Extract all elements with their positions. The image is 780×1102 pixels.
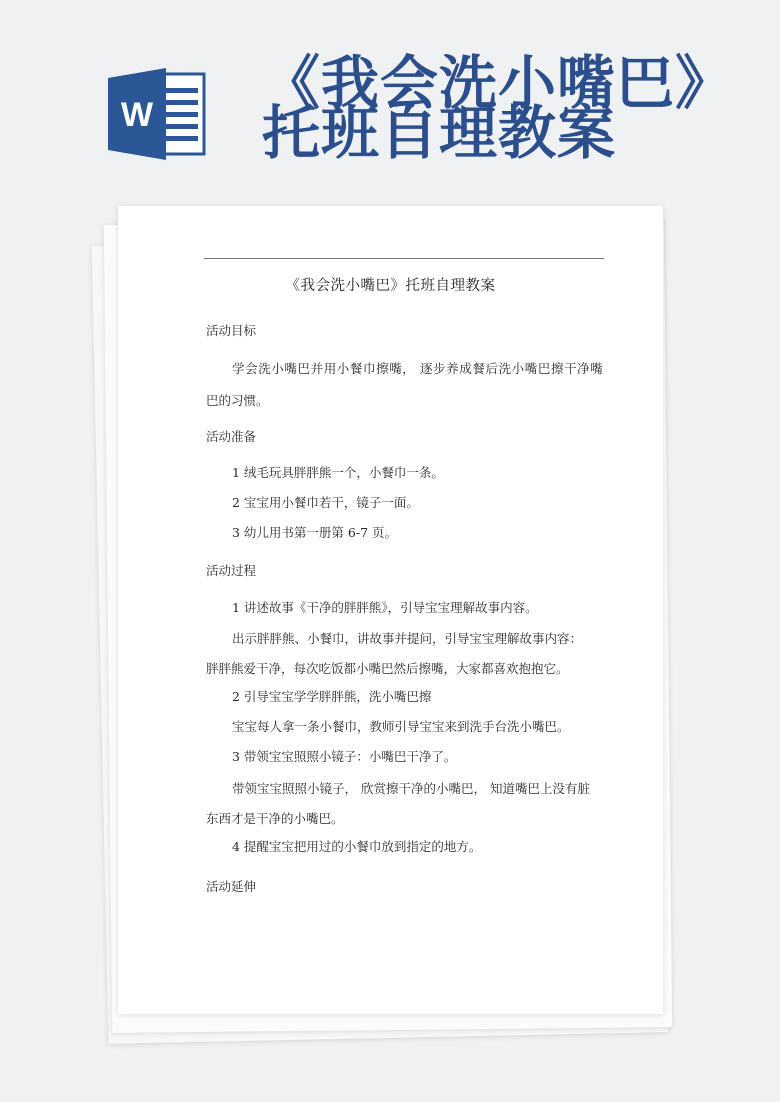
list-item: 2 引导宝宝学学胖胖熊，洗小嘴巴擦 [232, 689, 432, 704]
list-item: 1 讲述故事《干净的胖胖熊》，引导宝宝理解故事内容。 [232, 600, 538, 615]
paragraph-line: 巴的习惯。 [206, 393, 269, 408]
paragraph-line: 带领宝宝照照小镜子， 欣赏擦干净的小嘴巴， 知道嘴巴上没有脏 [232, 781, 590, 796]
list-item: 3 带领宝宝照照小镜子：小嘴巴干净了。 [232, 749, 457, 764]
list-item: 1 绒毛玩具胖胖熊一个，小餐巾一条。 [232, 465, 444, 480]
document-title: 《我会洗小嘴巴》托班自理教案 [285, 278, 496, 294]
section-heading-extension: 活动延伸 [206, 879, 257, 894]
list-item: 3 幼儿用书第一册第 6-7 页。 [232, 525, 398, 540]
header-rule [204, 258, 604, 259]
section-heading-goals: 活动目标 [206, 323, 257, 338]
section-heading-process: 活动过程 [206, 563, 257, 578]
paragraph-line: 胖胖熊爱干净，每次吃饭都小嘴巴然后擦嘴，大家都喜欢抱抱它。 [206, 661, 569, 676]
word-logo-icon [108, 68, 208, 160]
banner-title-line-1: 《我会洗小嘴巴》 [262, 49, 735, 117]
paragraph-line: 宝宝每人拿一条小餐巾，教师引导宝宝来到洗手台洗小嘴巴。 [232, 719, 570, 734]
list-item: 2 宝宝用小餐巾若干，镜子一面。 [232, 495, 419, 510]
section-heading-preparation: 活动准备 [206, 429, 257, 444]
word-logo-letter: W [120, 96, 154, 134]
paragraph-line: 东西才是干净的小嘴巴。 [206, 811, 344, 826]
paragraph-line: 出示胖胖熊、小餐巾，讲故事并提问，引导宝宝理解故事内容： [232, 631, 583, 646]
paragraph-line: 学会洗小嘴巴并用小餐巾擦嘴， 逐步养成餐后洗小嘴巴擦干净嘴 [232, 361, 604, 376]
document-page [118, 206, 663, 1014]
list-item: 4 提醒宝宝把用过的小餐巾放到指定的地方。 [232, 839, 482, 854]
banner-title-line-2: 托班自理教案 [262, 99, 617, 167]
